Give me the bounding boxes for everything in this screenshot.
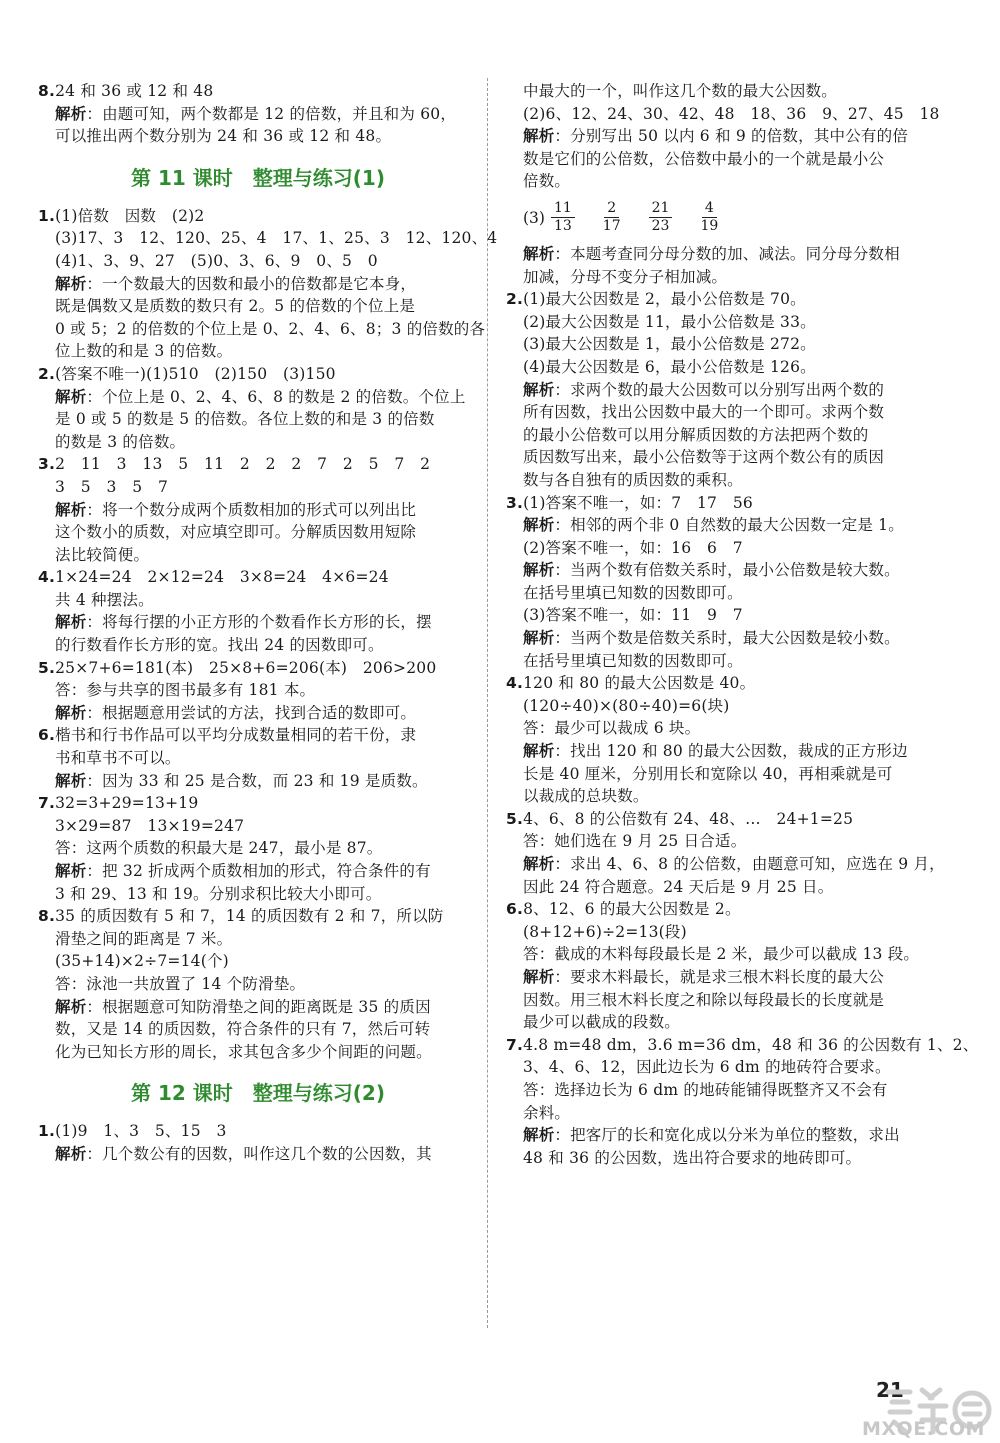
r-q2-answer-4: (4)最大公因数是 6，最小公倍数是 126。: [523, 357, 816, 376]
q1b-answer-2: (2)6、12、24、30、42、48 18、36 9、27、45 18: [523, 104, 940, 123]
r-q2-analysis-2: 所有因数，找出公因数中最大的一个即可。求两个数: [523, 403, 885, 422]
q2-analysis-2: 是 0 或 5 的数是 5 的倍数。各位上数的和是 3 的倍数: [55, 410, 435, 429]
q1-answer-3: (4)1、3、9、27 (5)0、3、6、9 0、5 0: [55, 251, 378, 270]
q6-answer: 6.楷书和行书作品可以平均分成数量相同的若干份，隶: [38, 726, 417, 745]
r-q5-answer-2: 答：她们选在 9 月 25 日合适。: [523, 832, 747, 851]
q1-analysis: 解析：一个数最大的因数和最小的倍数都是它本身，: [55, 274, 417, 293]
fraction-label: (3): [523, 208, 545, 227]
r-q3-analysis-3b: 在括号里填已知数的因数即可。: [523, 651, 743, 670]
r-q3-analysis-3: 解析：当两个数是倍数关系时，最大公因数是较小数。: [523, 629, 900, 648]
r-q7-analysis: 解析：把客厅的长和宽化成以分米为单位的整数，求出: [523, 1126, 900, 1145]
r-q4-analysis-2: 长是 40 厘米，分别用长和宽除以 40，再相乘就是可: [523, 764, 893, 783]
r-q4-answer-2: (120÷40)×(80÷40)=6(块): [523, 696, 730, 715]
r-q2-analysis-3: 的最小公倍数可以用分解质因数的方法把两个数的: [523, 425, 869, 444]
q4-analysis: 解析：将每行摆的小正方形的个数看作长方形的长，摆: [55, 613, 432, 632]
q1b-answer: 1.(1)9 1、3 5、15 3: [38, 1122, 227, 1141]
q8-answer: 8.35 的质因数有 5 和 7，14 的质因数有 2 和 7，所以防: [38, 907, 444, 926]
q7-answer-3: 答：这两个质数的积最大是 247，最小是 87。: [55, 839, 383, 858]
q8-analysis-2: 数，又是 14 的质因数，符合条件的只有 7，然后可转: [55, 1020, 431, 1039]
q7-answer: 7.32=3+29=13+19: [38, 794, 199, 813]
q1-analysis-4: 位上数的和是 3 的倍数。: [55, 342, 233, 361]
q4-answer: 4.1×24=24 2×12=24 3×8=24 4×6=24: [38, 568, 389, 587]
r-q3-analysis-2b: 在括号里填已知数的因数即可。: [523, 583, 743, 602]
q5-analysis: 解析：根据题意用尝试的方法，找到合适的数即可。: [55, 703, 417, 722]
left-column: [38, 80, 498, 1166]
section-heading-lesson-12: 第 12 课时 整理与练习(2): [131, 1081, 385, 1106]
fraction: $\frac{4}{19}$: [700, 200, 719, 235]
r-q5-analysis: 解析：求出 4、6、8 的公倍数，由题意可知，应选在 9 月，: [523, 855, 945, 873]
q2-answer: 2.(答案不唯一)(1)510 (2)150 (3)150: [38, 364, 336, 383]
r-q6-answer: 6.8、12、6 的最大公因数是 2。: [506, 900, 741, 919]
r-q2-answer-3: (3)最大公因数是 1，最小公倍数是 272。: [523, 335, 816, 354]
q1-analysis-2: 既是偶数又是质数的数只有 2。5 的倍数的个位上是: [55, 297, 416, 316]
q8-answer-4: 答：泳池一共放置了 14 个防滑垫。: [55, 974, 306, 993]
q8-top-answer: 8.24 和 36 或 12 和 48: [38, 82, 214, 100]
q3-answer-2: 3 5 3 5 7: [55, 477, 169, 496]
r-q5-answer: 5.4、6、8 的公倍数有 24、48、… 24+1=25: [506, 809, 854, 828]
q2-analysis-3: 的数是 3 的倍数。: [55, 432, 186, 451]
q5-answer: 5.25×7+6=181(本) 25×8+6=206(本) 206>200: [38, 658, 437, 677]
r-q4-analysis-3: 以裁成的总块数。: [523, 787, 649, 806]
section-heading-lesson-11: 第 11 课时 整理与练习(1): [131, 165, 385, 190]
q8-answer-3: (35+14)×2÷7=14(个): [55, 952, 229, 971]
q6-answer-2: 书和草书不可以。: [55, 749, 181, 768]
q1b-analysis-4: 倍数。: [523, 172, 571, 191]
r-q6-analysis: 解析：要求木料最长，就是求三根木料长度的最大公: [523, 967, 885, 986]
page-number: 21: [876, 1378, 904, 1402]
r-q3-analysis-2: 解析：当两个数有倍数关系时，最小公倍数是较大数。: [523, 561, 900, 580]
right-column: [506, 80, 979, 1169]
q8-top-analysis-2: 可以推出两个数分别为 24 和 36 或 12 和 48。: [55, 127, 392, 146]
r-q7-answer-4: 余料。: [523, 1103, 571, 1122]
r-q3-answer-2: (2)答案不唯一，如：16 6 7: [523, 538, 743, 557]
q8-analysis-3: 化为已知长方形的周长，求其包含多少个间距的问题。: [55, 1042, 432, 1061]
continued-analysis: 中最大的一个，叫作这几个数的最大公因数。: [523, 82, 838, 100]
q8-top-analysis: 解析：由题可知，两个数都是 12 的倍数，并且和为 60，: [55, 104, 457, 123]
q3-analysis: 解析：将一个数分成两个质数相加的形式可以列出比: [55, 500, 417, 519]
r-q2-answer-2: (2)最大公因数是 11，最小公倍数是 33。: [523, 312, 816, 331]
r-q6-answer-2: (8+12+6)÷2=13(段): [523, 922, 687, 941]
fraction-answers: [506, 193, 938, 243]
q4-analysis-2: 的行数看作长方形的宽。找出 24 的因数即可。: [55, 636, 384, 655]
q1b-analysis: 解析：几个数公有的因数，叫作这几个数的公因数，其: [55, 1144, 432, 1163]
q2-analysis: 解析：个位上是 0、2、4、6、8 的数是 2 的倍数。个位上: [55, 387, 466, 406]
q1-answer: 1.(1)倍数 因数 (2)2: [38, 206, 205, 225]
r-q6-answer-3: 答：截成的木料每段最长是 2 米，最少可以截成 13 段。: [523, 945, 920, 964]
fraction: $\frac{2}{17}$: [602, 200, 621, 235]
q7-analysis: 解析：把 32 折成两个质数相加的形式，符合条件的有: [55, 862, 431, 880]
r-q4-answer: 4.120 和 80 的最大公因数是 40。: [506, 674, 756, 693]
fraction: $\frac{21}{23}$: [649, 200, 673, 235]
column-divider: [487, 78, 488, 1328]
q8-answer-2: 滑垫之间的距离是 7 米。: [55, 929, 233, 948]
fraction: $\frac{11}{13}$: [551, 200, 575, 235]
q8-analysis: 解析：根据题意可知防滑垫之间的距离既是 35 的质因: [55, 997, 431, 1016]
r-q2-analysis-4: 质因数写出来，最小公倍数等于这两个数公有的质因: [523, 448, 885, 467]
q1-answer-2: (3)17、3 12、120、25、4 17、1、25、3 12、120、4: [55, 229, 498, 248]
q4-answer-2: 共 4 种摆法。: [55, 590, 154, 609]
r-q2-answer: 2.(1)最大公因数是 2，最小公倍数是 70。: [506, 290, 806, 309]
q1b-analysis-2: 解析：分别写出 50 以内 6 和 9 的倍数，其中公有的倍: [523, 127, 909, 146]
watermark-url: MXQE.COM: [862, 1418, 985, 1440]
r-q3-answer-3: (3)答案不唯一，如：11 9 7: [523, 606, 743, 625]
q5-answer-2: 答：参与共享的图书最多有 181 本。: [55, 681, 316, 700]
r-q6-analysis-3: 最少可以截成的段数。: [523, 1013, 681, 1032]
r-q4-answer-3: 答：最少可以裁成 6 块。: [523, 719, 701, 738]
q3-analysis-2: 这个数小的质数，对应填空即可。分解质因数用短除: [55, 523, 417, 542]
r-q7-answer: 7.4.8 m=48 dm，3.6 m=36 dm，48 和 36 的公因数有 1、2、: [506, 1035, 979, 1054]
r-q7-analysis-2: 48 和 36 的公因数，选出符合要求的地砖即可。: [523, 1148, 862, 1167]
r-q3-analysis-1: 解析：相邻的两个非 0 自然数的最大公因数一定是 1。: [523, 516, 904, 535]
q3-answer: 3.2 11 3 13 5 11 2 2 2 7 2 5 7 2: [38, 455, 431, 474]
r-q7-answer-2: 3、4、6、12，因此边长为 6 dm 的地砖符合要求。: [523, 1058, 891, 1077]
r-q4-analysis: 解析：找出 120 和 80 的最大公因数，裁成的正方形边: [523, 742, 908, 761]
q1-analysis-3: 0 或 5；2 的倍数的个位上是 0、2、4、6、8；3 的倍数的各: [55, 319, 486, 338]
r-q2-analysis-5: 数与各自独有的质因数的乘积。: [523, 470, 743, 489]
r-q6-analysis-2: 因数。用三根木料长度之和除以每段最长的长度就是: [523, 990, 885, 1009]
q6-analysis: 解析：因为 33 和 25 是合数，而 23 和 19 是质数。: [55, 771, 428, 790]
q3-analysis-3: 法比较简便。: [55, 545, 150, 564]
q7-analysis-2: 3 和 29、13 和 19。分别求积比较大小即可。: [55, 884, 382, 903]
fraction-analysis-2: 加减，分母不变分子相加减。: [523, 267, 728, 286]
q7-answer-2: 3×29=87 13×19=247: [55, 816, 245, 835]
r-q3-answer: 3.(1)答案不唯一，如：7 17 56: [506, 493, 753, 512]
r-q2-analysis: 解析：求两个数的最大公因数可以分别写出两个数的: [523, 380, 885, 399]
fraction-analysis: 解析：本题考查同分母分数的加、减法。同分母分数相: [523, 244, 900, 263]
r-q7-answer-3: 答：选择边长为 6 dm 的地砖能铺得既整齐又不会有: [523, 1080, 888, 1099]
q1b-analysis-3: 数是它们的公倍数，公倍数中最小的一个就是最小公: [523, 149, 885, 168]
r-q5-analysis-2: 因此 24 符合题意。24 天后是 9 月 25 日。: [523, 877, 834, 896]
